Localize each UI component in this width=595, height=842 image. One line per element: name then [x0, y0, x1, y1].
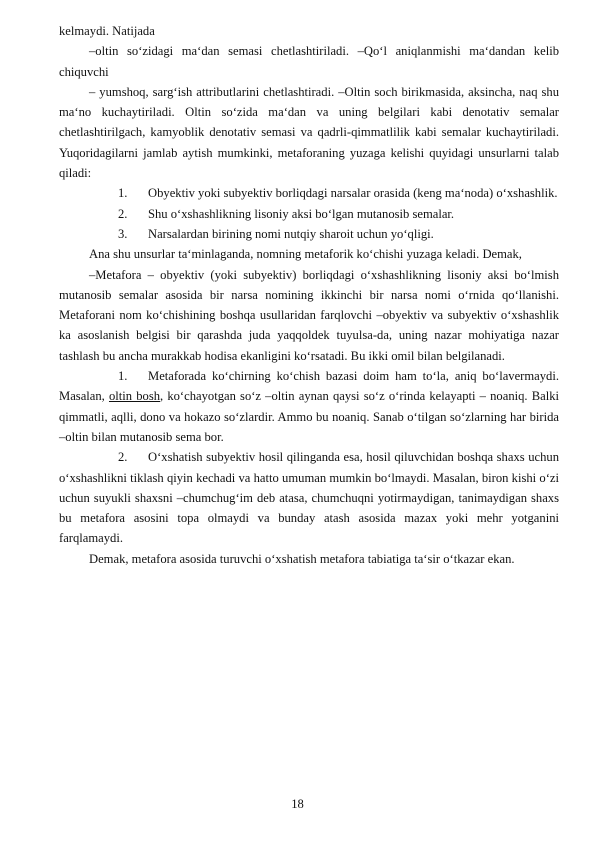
list-item [59, 366, 559, 447]
list-item-number: 2. [118, 450, 128, 465]
list-item [59, 224, 559, 244]
paragraph-ana-shu: Ana shu unsurlar ta‘minlaganda, nomning metaforik ko‘chishi yuzaga keladi. Demak, [89, 247, 522, 262]
list-item-text: Shu o‘xshashlikning lisoniy aksi bo‘lgan mutanosib semalar. [148, 206, 455, 221]
page-number: 18 [291, 797, 304, 811]
list-item-number: 1. [118, 369, 128, 384]
list-item-text: Obyektiv yoki subyektiv borliqdagi narsalar orasida (keng ma‘noda) o‘xshashlik. [148, 186, 558, 201]
list-item-text: Narsalardan birining nomi nutqiy sharoit uchun yo‘qligi. [148, 226, 434, 241]
paragraph-oltin: –oltin so‘zidagi ma‘dan semasi chetlashtiriladi. –Qo‘l aniqlanmishi ma‘dandan kelib chiquvchi [59, 44, 559, 79]
paragraph-intro: kelmaydi. Natijada [59, 24, 155, 38]
list-item-number: 3. [118, 226, 128, 241]
list-item [59, 204, 559, 224]
list-item-number: 1. [118, 186, 128, 201]
paragraph-yumshoq: – yumshoq, sarg‘ish attributlarini chetlashtiradi. –Oltin soch birikmasida, aksincha, naq shu ma‘no kuchaytiriladi. Oltin so‘zida ma‘dan va uning belgilari kabi denotativ semalar chetlashtirilgach, kamyoblik denotativ semasi va qadrli-qimmatlilik kabi semalar kuchaytiriladi. Yuqoridagilarni jamlab aytish mumkinki, metaforaning yuzaga kelishi quyidagi unsurlarni talab qiladi: [59, 84, 559, 181]
list-item [59, 447, 559, 548]
list-item-text-continued: , ko‘chayotgan so‘z –oltin aynan qaysi so‘z o‘rinda kelayapti – noaniq. Balki qimmatli, aqlli, dono va hokazo so‘zlardir. Ammo bu noaniq. Sanab o‘tilgan so‘zlarning har birida –oltin bilan mutanosib sema bor. [59, 389, 560, 444]
paragraph-metafora-definition: –Metafora – obyektiv (yoki subyektiv) borliqdagi o‘xshashlikning lisoniy aksi bo‘lmish mutanosib semalar asosida bir narsa nomining ikkinchi bir narsa nomi o‘rnida qo‘llanishi. Metaforani nom ko‘chishining boshqa usullaridan farqlovchi –obyektiv va subyektiv o‘xshashlik ka asoslanish belgisi bir qarashda juda yaqqoldek tuyulsa-da, uning nazar mohiyatiga nazar tashlash bu ancha murakkab hodisa ekanligini ko‘rsatadi. Bu ikki omil bilan belgilanadi. [59, 267, 559, 363]
underlined-phrase: oltin bosh [108, 389, 161, 404]
paragraph-conclusion: Demak, metafora asosida turuvchi o‘xshatish metafora tabiatiga ta‘sir o‘tkazar ekan. [89, 551, 515, 566]
list-item-number: 2. [118, 206, 128, 221]
list-item-text: O‘xshatish subyektiv hosil qilinganda esa, hosil qiluvchidan boshqa shaxs uchun o‘xshashlikni tiklash qiyin kechadi va hatto umuman mumkin bo‘lmaydi. Masalan, biron kishi o‘zi uchun suyukli shaxsni –chumchug‘im deb atasa, chumchuqni yotirmaydigan, tanimaydigan shaxs bu metafora asosini topa olmaydi va bunday atash asosida mazax yoki mehr yotganini farqlamaydi. [59, 450, 559, 546]
list-item [59, 183, 559, 203]
page-content [59, 21, 559, 569]
list-item-text: Metaforada ko‘chirning ko‘chish bazasi doim ham to‘la, aniq bo‘lavermaydi. Masalan, [59, 369, 559, 404]
